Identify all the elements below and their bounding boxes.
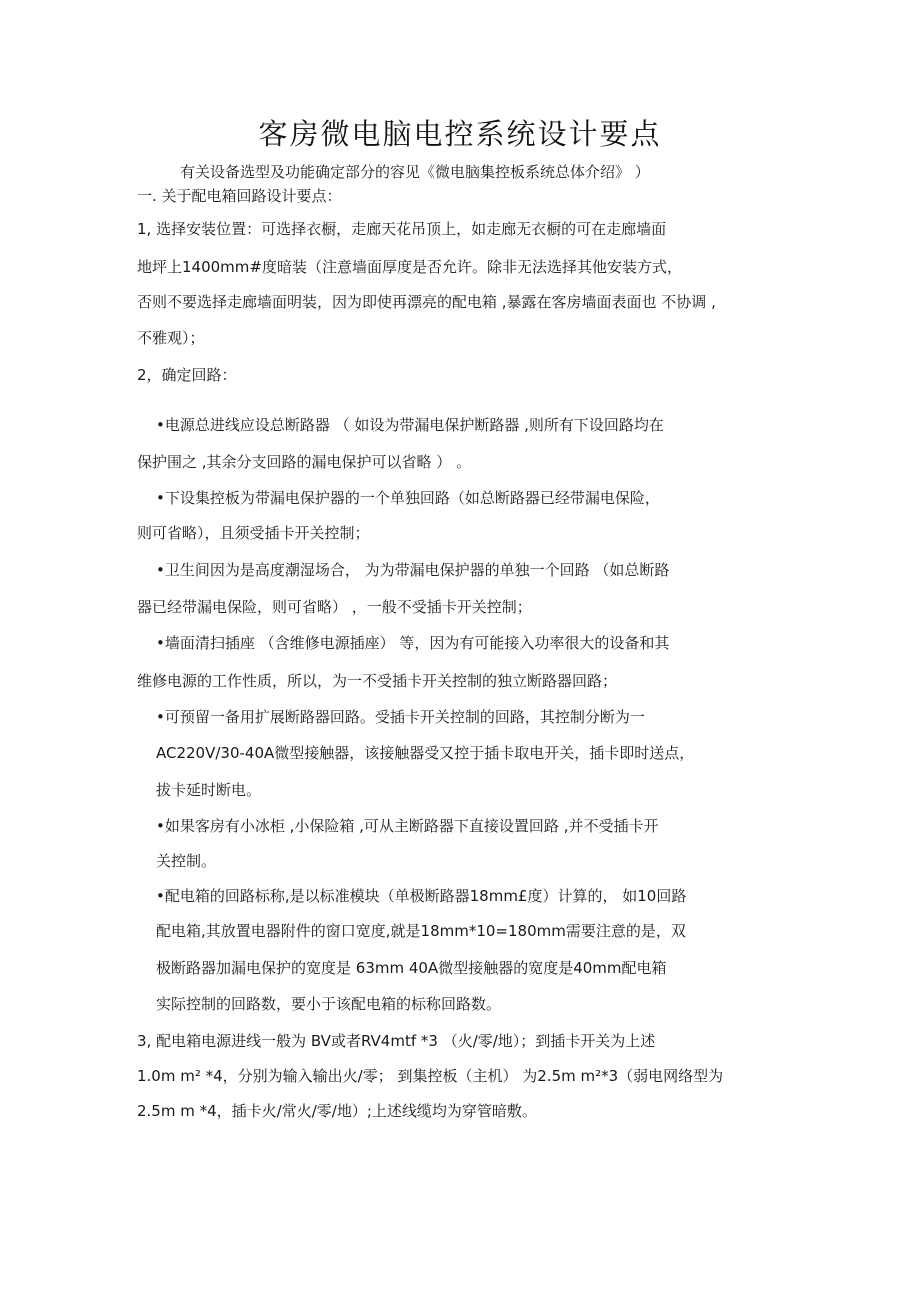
text-line: •电源总进线应设总断路器 （ 如设为带漏电保护断路器 ,则所有下设回路均在 bbox=[156, 416, 664, 434]
text-line: •墙面清扫插座 （含维修电源插座） 等，因为有可能接入功率很大的设备和其 bbox=[156, 634, 670, 652]
text-line: 关控制。 bbox=[156, 852, 217, 870]
text-line: 则可省略），且须受插卡开关控制； bbox=[137, 524, 370, 542]
text-line: 否则不要选择走廊墙面明装，因为即使再漂亮的配电箱 ,暴露在客房墙面表面也 不协调 , bbox=[137, 293, 716, 311]
intro-note: 有关设备选型及功能确定部分的容见《微电脑集控板系统总体介绍》 ） bbox=[180, 163, 650, 181]
text-line: 1.0m m² *4，分别为输入输出火/零； 到集控板（主机） 为2.5m m²*3（弱电网络型为 bbox=[137, 1067, 724, 1085]
text-line: 3, 配电箱电源进线一般为 BV或者RV4mtf *3 （火/零/地）；到插卡开关为上述 bbox=[137, 1032, 656, 1050]
text-line: 1, 选择安装位置：可选择衣橱，走廊天花吊顶上，如走廊无衣橱的可在走廊墙面 bbox=[137, 220, 667, 238]
text-line: •如果客房有小冰柜 ,小保险箱 ,可从主断路器下直接设置回路 ,并不受插卡开 bbox=[156, 817, 659, 835]
text-line: •下设集控板为带漏电保护器的一个单独回路（如总断路器已经带漏电保险， bbox=[156, 489, 660, 507]
point-2-heading: 2，确定回路： bbox=[137, 366, 237, 384]
text-line: AC220V/30-40A微型接触器，该接触器受又控于插卡取电开关，插卡即时送点， bbox=[156, 744, 695, 762]
text-line: 地坪上1400mm#度暗装（注意墙面厚度是否允许。除非无法选择其他安装方式， bbox=[137, 258, 682, 276]
text-line: •可预留一备用扩展断路器回路。受插卡开关控制的回路，其控制分断为一 bbox=[156, 708, 645, 726]
text-line: 实际控制的回路数，要小于该配电箱的标称回路数。 bbox=[156, 995, 502, 1013]
text-line: 保护围之 ,其余分支回路的漏电保护可以省略 ） 。 bbox=[137, 453, 472, 471]
text-line: •卫生间因为是高度潮湿场合， 为为带漏电保护器的单独一个回路 （如总断路 bbox=[156, 561, 670, 579]
text-line: 配电箱,其放置电器附件的窗口宽度,就是18mm*10=180mm需要注意的是，双 bbox=[156, 922, 686, 940]
text-line: 维修电源的工作性质，所以，为一不受插卡开关控制的独立断路器回路； bbox=[137, 672, 618, 690]
text-line: 不雅观）； bbox=[137, 329, 205, 347]
page-title: 客房微电脑电控系统设计要点 bbox=[258, 117, 662, 151]
text-line: 2.5m m *4，插卡火/常火/零/地）;上述线缆均为穿管暗敷。 bbox=[137, 1102, 537, 1120]
text-line: 器已经带漏电保险，则可省略） ，一般不受插卡开关控制； bbox=[137, 598, 532, 616]
text-line: 极断路器加漏电保护的宽度是 63mm 40A微型接触器的宽度是40mm配电箱 bbox=[156, 959, 667, 977]
text-line: 拔卡延时断电。 bbox=[156, 781, 262, 799]
section-heading: 一. 关于配电箱回路设计要点： bbox=[137, 187, 342, 205]
text-line: •配电箱的回路标称,是以标准模块（单极断路器18mm£度）计算的， 如10回路 bbox=[156, 887, 687, 905]
